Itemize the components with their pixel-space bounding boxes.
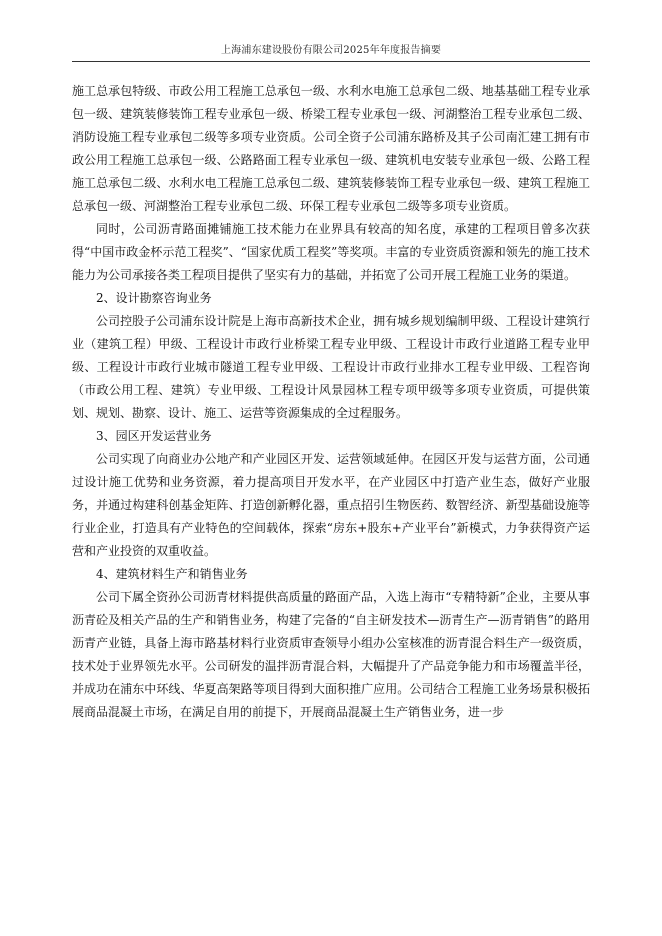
paragraph-asphalt-paving: 同时，公司沥青路面摊铺施工技术能力在业界具有较高的知名度，承建的工程项目曾多次获得“中国市政金杯示范工程奖”、“国家优质工程奖”等奖项。丰富的专业资质资源和领先的施工技术能力为公司承接各类工程项目提供了坚实有力的基础，并拓宽了公司开展工程施工业务的渠道。 xyxy=(72,222,590,282)
paragraph-building-materials: 公司下属全资孙公司沥青材料提供高质量的路面产品，入选上海市“专精特新”企业，主要从事沥青砼及相关产品的生产和销售业务，构建了完备的“自主研发技术—沥青生产—沥青销售”的路用沥青产业链，具备上海市路基材料行业资质审查领导小组办公室核准的沥青混合料生产一级资质，技术处于业界领先水平。公司研发的温拌沥青混合料，大幅提升了产品竞争能力和市场覆盖半径，并成功在浦东中环线、华夏高架路等项目得到大面积推广应用。公司结合工程施工业务场景积极拓展商品混凝土市场，在满足自用的前提下，开展商品混凝土生产销售业务，进一步 xyxy=(72,590,590,719)
paragraph-qualifications: 施工总承包特级、市政公用工程施工总承包一级、水利水电施工总承包二级、地基基础工程专业承包一级、建筑装修装饰工程专业承包一级、桥梁工程专业承包一级、河湖整治工程专业承包二级、消防设施工程专业承包二级等多项专业资质。公司全资子公司浦东路桥及其子公司南汇建工拥有市政公用工程施工总承包一级、公路路面工程专业承包一级、建筑机电安装专业承包一级、公路工程施工总承包二级、水利水电工程施工总承包二级、建筑装修装饰工程专业承包一级、建筑工程施工总承包一级、河湖整治工程专业承包二级、环保工程专业承包二级等多项专业资质。 xyxy=(72,84,590,213)
section-heading-park: 3、园区开发运营业务 xyxy=(96,429,212,443)
document-body xyxy=(72,80,590,724)
paragraph-park-operations: 公司实现了向商业办公地产和产业园区开发、运营领域延伸。在园区开发与运营方面，公司通过设计施工优势和业务资源，着力提高项目开发水平，在产业园区中打造产业生态，做好产业服务，并通过构建科创基金矩阵、打造创新孵化器，重点招引生物医药、数智经济、新型基础设施等行业企业，打造具有产业特色的空间载体，探索“房东+股东+产业平台”新模式，力争获得资产运营和产业投资的双重收益。 xyxy=(72,452,590,558)
header-divider xyxy=(72,61,590,62)
paragraph-design-institute: 公司控股子公司浦东设计院是上海市高新技术企业，拥有城乡规划编制甲级、工程设计建筑行业（建筑工程）甲级、工程设计市政行业桥梁工程专业甲级、工程设计市政行业道路工程专业甲级、工程设计市政行业城市隧道工程专业甲级、工程设计市政行业排水工程专业甲级、工程咨询（市政公用工程、建筑）专业甲级、工程设计风景园林工程专项甲级等多项专业资质，可提供策划、规划、勘察、设计、施工、运营等资源集成的全过程服务。 xyxy=(72,314,590,420)
page-header: 上海浦东建设股份有限公司2025年年度报告摘要 xyxy=(220,45,442,56)
section-heading-materials: 4、建筑材料生产和销售业务 xyxy=(96,567,248,581)
section-heading-design: 2、设计勘察咨询业务 xyxy=(96,291,212,305)
